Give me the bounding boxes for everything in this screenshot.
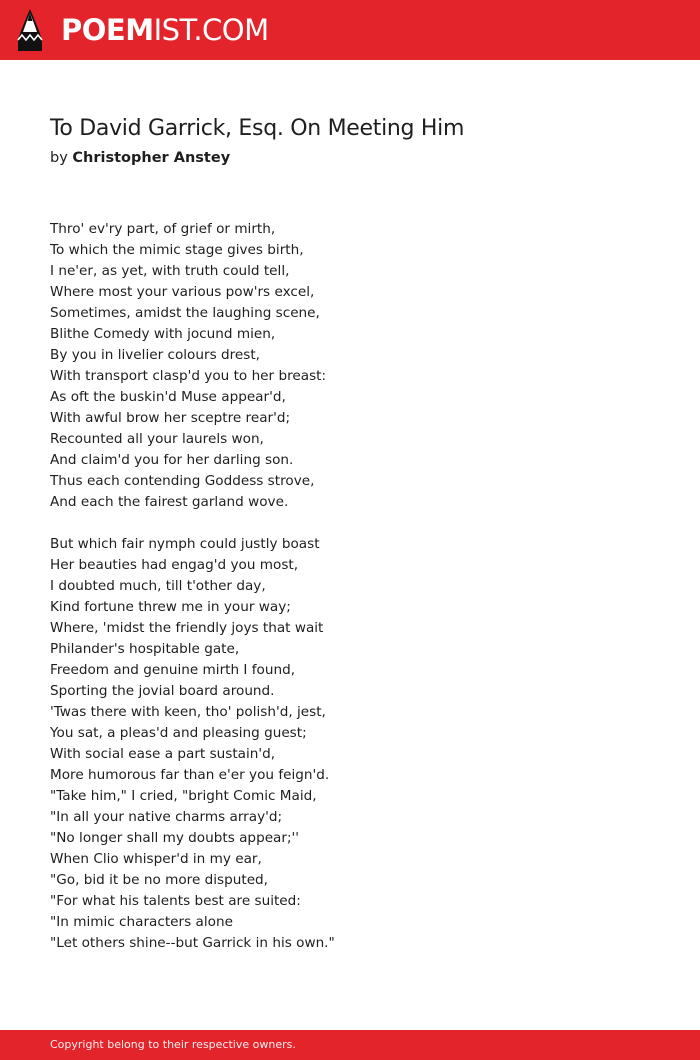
poem-line: And each the fairest garland wove. bbox=[50, 494, 289, 510]
poem-stanza bbox=[50, 534, 650, 954]
pencil-tip-icon bbox=[16, 8, 44, 52]
poem-line: Blithe Comedy with jocund mien, bbox=[50, 326, 276, 342]
poem-line: Sometimes, amidst the laughing scene, bbox=[50, 305, 320, 321]
poem-line: Her beauties had engag'd you most, bbox=[50, 557, 299, 573]
site-logo-text bbox=[61, 8, 269, 52]
poem-line: When Clio whisper'd in my ear, bbox=[50, 851, 262, 867]
logo-bold-text: POEM bbox=[61, 13, 154, 47]
poem-line: As oft the buskin'd Muse appear'd, bbox=[50, 389, 286, 405]
poem-line: "In mimic characters alone bbox=[50, 914, 233, 930]
poem-line: "In all your native charms array'd; bbox=[50, 809, 283, 825]
poem-line: I ne'er, as yet, with truth could tell, bbox=[50, 263, 290, 279]
poem-line: Thus each contending Goddess strove, bbox=[50, 473, 315, 489]
poem-line: And claim'd you for her darling son. bbox=[50, 452, 294, 468]
poem-line: Sporting the jovial board around. bbox=[50, 683, 275, 699]
poem-line: Freedom and genuine mirth I found, bbox=[50, 662, 296, 678]
poem-line: 'Twas there with keen, tho' polish'd, jest, bbox=[50, 704, 326, 720]
poem-line: Kind fortune threw me in your way; bbox=[50, 599, 291, 615]
poem-line: Thro' ev'ry part, of grief or mirth, bbox=[50, 221, 276, 237]
poem-line: "For what his talents best are suited: bbox=[50, 893, 301, 909]
poem-line: With awful brow her sceptre rear'd; bbox=[50, 410, 291, 426]
poem-line: "Let others shine--but Garrick in his own." bbox=[50, 935, 335, 951]
poem-line: Recounted all your laurels won, bbox=[50, 431, 264, 447]
poem-line: "No longer shall my doubts appear;'' bbox=[50, 830, 300, 846]
site-logo-link[interactable] bbox=[16, 8, 269, 52]
poem-line: With transport clasp'd you to her breast: bbox=[50, 368, 327, 384]
poem-body bbox=[50, 219, 650, 975]
poem-line: "Go, bid it be no more disputed, bbox=[50, 872, 269, 888]
copyright-notice: Copyright belong to their respective owners. bbox=[50, 1038, 296, 1051]
logo-light-text: IST.COM bbox=[153, 13, 269, 47]
poem-line: To which the mimic stage gives birth, bbox=[50, 242, 304, 258]
poem-line: More humorous far than e'er you feign'd. bbox=[50, 767, 330, 783]
poem-line: I doubted much, till t'other day, bbox=[50, 578, 266, 594]
site-header bbox=[0, 0, 700, 60]
poem-line: Where most your various pow'rs excel, bbox=[50, 284, 315, 300]
poem-line: By you in livelier colours drest, bbox=[50, 347, 260, 363]
poem-line: You sat, a pleas'd and pleasing guest; bbox=[50, 725, 307, 741]
poem-line: "Take him," I cried, "bright Comic Maid, bbox=[50, 788, 317, 804]
poem-line: With social ease a part sustain'd, bbox=[50, 746, 276, 762]
poem-line: Where, 'midst the friendly joys that wait bbox=[50, 620, 324, 636]
byline-prefix: by bbox=[50, 150, 68, 166]
poem-line: But which fair nymph could justly boast bbox=[50, 536, 320, 552]
poem-author: Christopher Anstey bbox=[72, 150, 231, 166]
poem-title: To David Garrick, Esq. On Meeting Him bbox=[50, 116, 465, 141]
poem-stanza bbox=[50, 219, 650, 513]
poem-byline bbox=[50, 150, 230, 166]
poem-line: Philander's hospitable gate, bbox=[50, 641, 240, 657]
site-footer bbox=[0, 1030, 700, 1060]
